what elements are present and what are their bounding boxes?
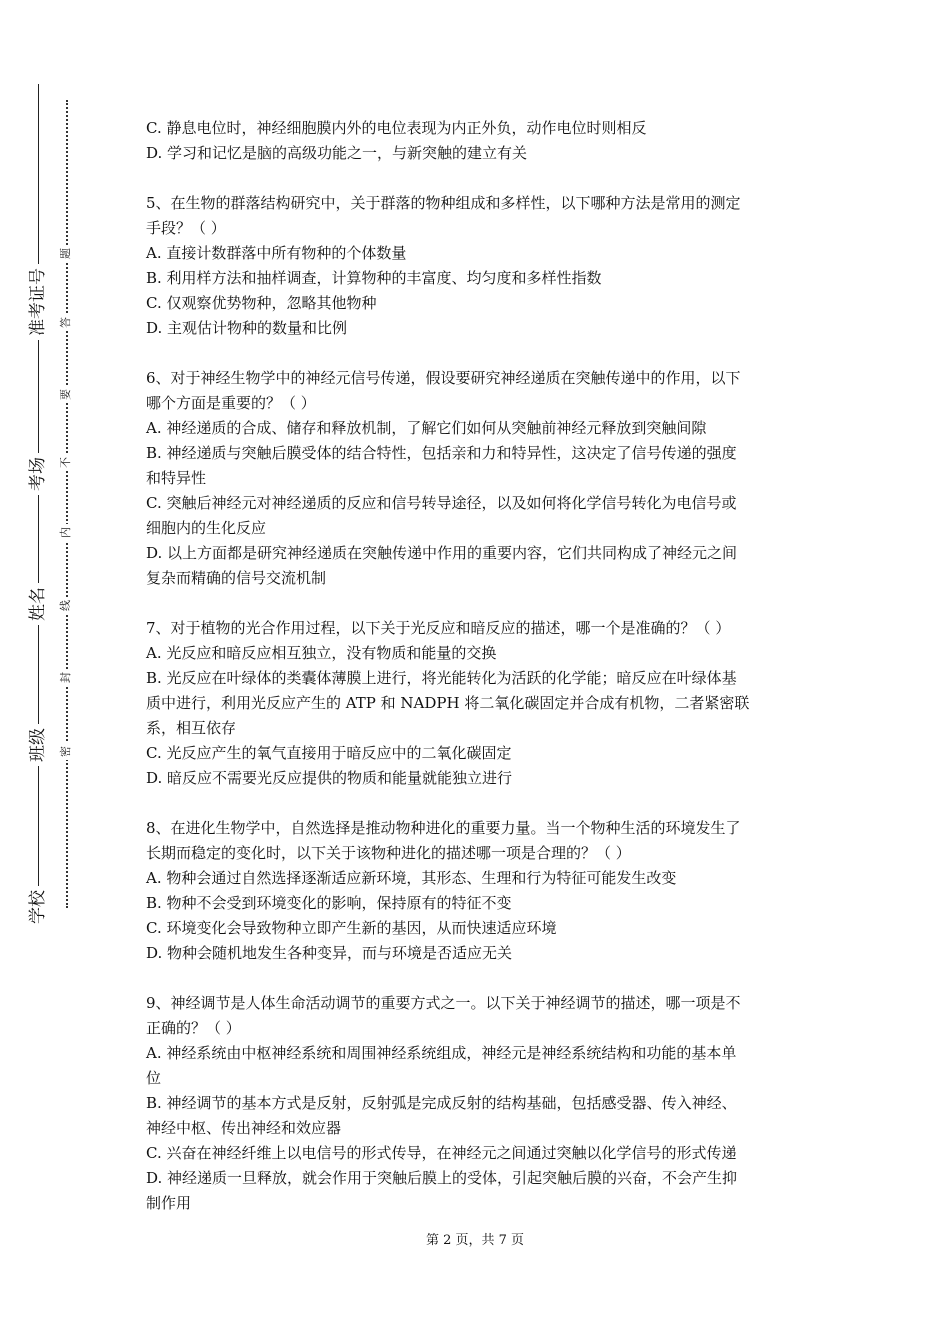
question-stem: 9、神经调节是人体生命活动调节的重要方式之一。以下关于神经调节的描述，哪一项是不 <box>146 994 741 1012</box>
field-class-label: 班级 <box>22 724 54 766</box>
option-b: B. 神经调节的基本方式是反射，反射弧是完成反射的结构基础，包括感受器、传入神经、 <box>146 1094 737 1112</box>
seal-char: 封 <box>59 669 73 686</box>
question-stem: 7、对于植物的光合作用过程，以下关于光反应和暗反应的描述，哪一个是准确的？（ ） <box>146 619 731 637</box>
option-c: C. 兴奋在神经纤维上以电信号的形式传导，在神经元之间通过突触以化学信号的形式传递 <box>146 1144 737 1162</box>
option-c: C. 光反应产生的氧气直接用于暗反应中的二氧化碳固定 <box>146 744 512 762</box>
question-7 <box>146 616 810 791</box>
option-c: C. 静息电位时，神经细胞膜内外的电位表现为内正外负，动作电位时则相反 <box>146 119 647 137</box>
option-b-cont: 神经中枢、传出神经和效应器 <box>146 1119 342 1137</box>
option-d: D. 学习和记忆是脑的高级功能之一，与新突触的建立有关 <box>146 144 528 162</box>
seal-char: 密 <box>59 743 73 760</box>
question-stem: 哪个方面是重要的？（ ） <box>146 394 316 412</box>
option-a-cont: 位 <box>146 1069 162 1087</box>
seal-char: 题 <box>59 245 73 262</box>
question-stem: 正确的？（ ） <box>146 1019 241 1037</box>
option-d-cont: 制作用 <box>146 1194 192 1212</box>
field-exam-room-label: 考场 <box>22 453 54 495</box>
option-d: D. 物种会随机地发生各种变异，而与环境是否适应无关 <box>146 944 513 962</box>
question-stem: 5、在生物的群落结构研究中，关于群落的物种组成和多样性，以下哪种方法是常用的测定 <box>146 194 741 212</box>
seal-char: 要 <box>59 386 73 403</box>
option-a: A. 直接计数群落中所有物种的个体数量 <box>146 244 407 262</box>
option-d: D. 暗反应不需要光反应提供的物质和能量就能独立进行 <box>146 769 513 787</box>
field-name-label: 姓名 <box>22 583 54 625</box>
page-number: 第 2 页，共 7 页 <box>425 1233 525 1248</box>
option-d: D. 以上方面都是研究神经递质在突触传递中作用的重要内容，它们共同构成了神经元之间 <box>146 544 738 562</box>
question-stem: 6、对于神经生物学中的神经元信号传递，假设要研究神经递质在突触传递中的作用，以下 <box>146 369 741 387</box>
exam-content <box>146 116 810 1216</box>
binding-margin <box>0 0 110 1344</box>
option-c: C. 突触后神经元对神经递质的反应和信号转导途径，以及如何将化学信号转化为电信号或 <box>146 494 737 512</box>
option-b-cont: 系，相互依存 <box>146 719 237 737</box>
seal-char: 线 <box>59 597 73 614</box>
question-8 <box>146 816 810 966</box>
seal-char: 不 <box>59 454 73 471</box>
binding-solid-line <box>38 84 39 924</box>
question-6 <box>146 366 810 591</box>
seal-char: 答 <box>59 314 73 331</box>
option-d: D. 神经递质一旦释放，就会作用于突触后膜上的受体，引起突触后膜的兴奋，不会产生抑 <box>146 1169 738 1187</box>
option-d: D. 主观估计物种的数量和比例 <box>146 319 348 337</box>
option-a: A. 神经递质的合成、储存和释放机制，了解它们如何从突触前神经元释放到突触间隙 <box>146 419 707 437</box>
option-a: A. 神经系统由中枢神经系统和周围神经系统组成，神经元是神经系统结构和功能的基本单 <box>146 1044 737 1062</box>
question-9 <box>146 991 810 1216</box>
option-c: C. 环境变化会导致物种立即产生新的基因，从而快速适应环境 <box>146 919 557 937</box>
binding-dotted-line <box>66 100 68 908</box>
option-c: C. 仅观察优势物种，忽略其他物种 <box>146 294 377 312</box>
option-b-cont: 和特异性 <box>146 469 207 487</box>
question-4-tail <box>146 116 810 166</box>
option-a: A. 物种会通过自然选择逐渐适应新环境，其形态、生理和行为特征可能发生改变 <box>146 869 677 887</box>
option-b: B. 利用样方法和抽样调查，计算物种的丰富度、均匀度和多样性指数 <box>146 269 602 287</box>
option-c-cont: 细胞内的生化反应 <box>146 519 267 537</box>
option-b: B. 物种不会受到环境变化的影响，保持原有的特征不变 <box>146 894 512 912</box>
option-d-cont: 复杂而精确的信号交流机制 <box>146 569 327 587</box>
question-stem: 手段？（ ） <box>146 219 226 237</box>
field-school-label: 学校 <box>22 886 54 928</box>
seal-char: 内 <box>59 524 73 541</box>
question-stem: 8、在进化生物学中，自然选择是推动物种进化的重要力量。当一个物种生活的环境发生了 <box>146 819 741 837</box>
option-b: B. 神经递质与突触后膜受体的结合特性，包括亲和力和特异性，这决定了信号传递的强度 <box>146 444 737 462</box>
option-b-cont: 质中进行，利用光反应产生的 ATP 和 NADPH 将二氧化碳固定并合成有机物，二者紧密联 <box>146 694 750 712</box>
question-5 <box>146 191 810 341</box>
option-b: B. 光反应在叶绿体的类囊体薄膜上进行，将光能转化为活跃的化学能；暗反应在叶绿体基 <box>146 669 737 687</box>
field-exam-id-label: 准考证号 <box>22 264 54 340</box>
question-stem: 长期而稳定的变化时，以下关于该物种进化的描述哪一项是合理的？（ ） <box>146 844 631 862</box>
option-a: A. 光反应和暗反应相互独立，没有物质和能量的交换 <box>146 644 497 662</box>
